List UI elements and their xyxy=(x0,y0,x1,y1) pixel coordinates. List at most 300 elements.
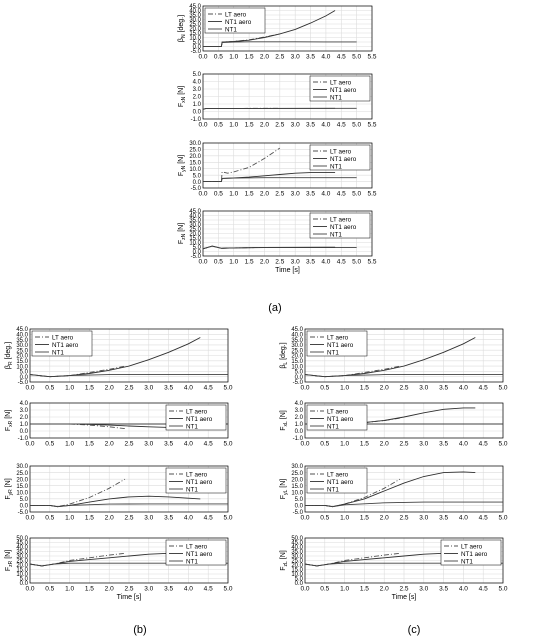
x-tick-label: 4.5 xyxy=(336,258,346,266)
legend-entry: NT1 aero xyxy=(330,86,357,94)
x-tick-label: 3.5 xyxy=(306,121,316,129)
legend xyxy=(166,540,226,565)
y-tick-label: -5.0 xyxy=(17,380,28,387)
y-tick-label: -5.0 xyxy=(292,380,303,387)
x-tick-label: 2.5 xyxy=(399,440,409,448)
legend xyxy=(307,331,367,356)
y-axis-label: $F_{zN}$ [N] xyxy=(178,222,187,245)
chart-c-8 xyxy=(280,327,508,391)
x-tick-label: 1.0 xyxy=(340,514,350,522)
y-tick-label: 15.0 xyxy=(189,31,201,38)
x-tick-label: 5.5 xyxy=(367,121,377,129)
y-tick-label: 10.0 xyxy=(189,240,201,247)
legend-entry: NT1 xyxy=(186,423,198,431)
legend-entry: NT1 xyxy=(327,349,339,357)
y-tick-label: 20.0 xyxy=(189,154,201,161)
x-tick-label: 1.5 xyxy=(359,384,369,392)
x-tick-label: 4.0 xyxy=(183,514,193,522)
y-tick-label: 0.0 xyxy=(19,429,28,436)
y-tick-label: 25.0 xyxy=(291,470,303,477)
y-tick-label: 4.0 xyxy=(19,401,28,408)
x-tick-label: 1.0 xyxy=(340,585,350,593)
legend-entry: NT1 aero xyxy=(52,341,79,349)
legend-entry: LT aero xyxy=(327,334,349,342)
y-tick-label: 0.0 xyxy=(294,503,303,510)
x-tick-label: 1.5 xyxy=(84,585,94,593)
y-tick-label: 0.0 xyxy=(192,249,201,256)
x-tick-label: 1.5 xyxy=(244,258,254,266)
y-tick-label: 0.0 xyxy=(294,581,303,588)
x-tick-label: 4.5 xyxy=(336,53,346,61)
legend-entry: NT1 aero xyxy=(461,550,488,558)
y-tick-label: -1.0 xyxy=(190,117,201,124)
x-tick-label: 4.5 xyxy=(478,585,488,593)
x-tick-label: 4.0 xyxy=(183,585,193,593)
x-tick-label: 3.5 xyxy=(439,384,449,392)
x-tick-label: 3.0 xyxy=(419,384,429,392)
x-tick-label: 1.0 xyxy=(65,585,75,593)
legend-entry: NT1 aero xyxy=(330,223,357,231)
x-tick-label: 1.5 xyxy=(244,190,254,198)
y-tick-label: 10.0 xyxy=(16,364,28,371)
chart-c-9 xyxy=(280,401,508,447)
x-tick-label: 5.0 xyxy=(223,514,233,522)
x-tick-label: 1.0 xyxy=(340,384,350,392)
legend-entry: LT aero xyxy=(186,543,208,551)
y-tick-label: 3.0 xyxy=(192,87,201,94)
y-tick-label: 2.0 xyxy=(19,415,28,422)
x-tick-label: 0.0 xyxy=(300,514,310,522)
x-tick-label: 4.0 xyxy=(458,440,468,448)
x-tick-label: 1.0 xyxy=(65,514,75,522)
legend-entry: NT1 aero xyxy=(327,478,354,486)
x-tick-label: 5.0 xyxy=(223,440,233,448)
x-tick-label: 0.0 xyxy=(300,585,310,593)
legend-entry: NT1 xyxy=(186,558,198,566)
x-tick-label: 3.5 xyxy=(439,440,449,448)
legend-entry: LT aero xyxy=(52,334,74,342)
x-tick-label: 1.5 xyxy=(84,384,94,392)
y-tick-label: 0.0 xyxy=(294,429,303,436)
x-tick-label: 0.0 xyxy=(300,384,310,392)
x-tick-label: 2.0 xyxy=(104,585,114,593)
y-axis-label: $\beta_L$ [deg.] xyxy=(280,342,289,369)
x-tick-label: 1.0 xyxy=(340,440,350,448)
y-tick-label: 35.0 xyxy=(291,337,303,344)
legend-entry: LT aero xyxy=(186,408,208,416)
y-tick-label: 5.0 xyxy=(19,497,28,504)
x-tick-label: 2.0 xyxy=(379,440,389,448)
legend-entry: NT1 aero xyxy=(186,550,213,558)
y-tick-label: 35.0 xyxy=(16,549,28,556)
y-tick-label: 15.0 xyxy=(16,359,28,365)
x-axis-label: Time [s] xyxy=(391,594,417,601)
x-tick-label: 3.5 xyxy=(306,190,316,198)
x-tick-label: 4.5 xyxy=(478,384,488,392)
x-tick-label: 3.5 xyxy=(306,258,316,266)
x-tick-label: 3.0 xyxy=(144,384,154,392)
x-tick-label: 3.5 xyxy=(439,585,449,593)
x-tick-label: 0.5 xyxy=(45,585,55,593)
x-tick-label: 3.5 xyxy=(164,585,174,593)
y-tick-label: 10.0 xyxy=(16,572,28,579)
x-tick-label: 3.0 xyxy=(419,585,429,593)
y-tick-label: 50.0 xyxy=(16,536,28,543)
chart-a-0 xyxy=(178,4,377,60)
y-tick-label: 35.0 xyxy=(291,549,303,556)
y-tick-label: 5.0 xyxy=(19,369,28,376)
y-tick-label: 10.0 xyxy=(291,490,303,497)
x-tick-label: 3.0 xyxy=(144,585,154,593)
x-tick-label: 0.5 xyxy=(213,121,223,129)
x-tick-label: 2.0 xyxy=(104,440,114,448)
y-tick-label: -5.0 xyxy=(190,254,201,261)
x-tick-label: 4.0 xyxy=(183,440,193,448)
x-tick-label: 0.0 xyxy=(198,190,208,198)
y-tick-label: 30.0 xyxy=(16,464,28,471)
y-tick-label: 20.0 xyxy=(189,26,201,33)
x-tick-label: 4.5 xyxy=(203,440,213,448)
y-tick-label: 30.0 xyxy=(16,343,28,350)
y-tick-label: 30.0 xyxy=(189,141,201,148)
x-tick-label: 0.5 xyxy=(320,440,330,448)
y-tick-label: 45.0 xyxy=(16,540,28,547)
legend-entry: NT1 xyxy=(225,26,237,34)
y-tick-label: 20.0 xyxy=(16,563,28,570)
y-tick-label: 20.0 xyxy=(291,353,303,360)
y-tick-label: 10.0 xyxy=(189,166,201,173)
legend-entry: NT1 xyxy=(52,349,64,357)
legend-entry: LT aero xyxy=(327,408,349,416)
x-tick-label: 3.0 xyxy=(290,190,300,198)
panel-label-b: (b) xyxy=(133,624,147,636)
x-tick-label: 0.5 xyxy=(320,585,330,593)
x-tick-label: 4.0 xyxy=(458,514,468,522)
x-tick-label: 2.5 xyxy=(124,384,134,392)
x-tick-label: 0.5 xyxy=(213,258,223,266)
x-tick-label: 2.0 xyxy=(379,585,389,593)
y-tick-label: 5.0 xyxy=(192,72,201,79)
y-axis-label: $\beta_N$ [deg.] xyxy=(178,14,187,43)
x-tick-label: 1.0 xyxy=(65,384,75,392)
x-tick-label: 1.0 xyxy=(65,440,75,448)
x-tick-label: 2.0 xyxy=(379,514,389,522)
y-tick-label: 0.0 xyxy=(294,374,303,381)
y-axis-label: $F_{xL}$ [N] xyxy=(280,410,289,431)
y-tick-label: -5.0 xyxy=(292,510,303,517)
x-tick-label: 2.5 xyxy=(399,384,409,392)
x-tick-label: 1.0 xyxy=(229,53,239,61)
y-axis-label: $F_{xR}$ [N] xyxy=(5,409,14,432)
legend-entry: LT aero xyxy=(330,216,352,224)
x-tick-label: 0.0 xyxy=(198,53,208,61)
x-tick-label: 3.0 xyxy=(290,53,300,61)
y-axis-label: $F_{xN}$ [N] xyxy=(178,85,187,108)
y-tick-label: 15.0 xyxy=(291,483,303,490)
x-tick-label: 0.0 xyxy=(25,384,35,392)
x-tick-label: 0.5 xyxy=(320,384,330,392)
y-tick-label: 4.0 xyxy=(294,401,303,408)
x-tick-label: 0.5 xyxy=(45,514,55,522)
x-tick-label: 4.5 xyxy=(478,514,488,522)
x-tick-label: 0.0 xyxy=(198,258,208,266)
y-tick-label: 15.0 xyxy=(291,359,303,365)
chart-a-2 xyxy=(178,141,377,197)
y-tick-label: 5.0 xyxy=(19,576,28,583)
y-tick-label: -1.0 xyxy=(17,436,28,443)
x-tick-label: 2.5 xyxy=(399,514,409,522)
legend-entry: NT1 aero xyxy=(327,341,354,349)
x-tick-label: 4.5 xyxy=(203,384,213,392)
x-tick-label: 2.5 xyxy=(275,190,285,198)
y-tick-label: 45.0 xyxy=(189,4,201,11)
x-tick-label: 0.5 xyxy=(45,384,55,392)
y-tick-label: 25.0 xyxy=(16,348,28,355)
x-tick-label: 0.0 xyxy=(300,440,310,448)
y-tick-label: 15.0 xyxy=(189,160,201,167)
y-tick-label: 5.0 xyxy=(192,40,201,47)
y-tick-label: 0.0 xyxy=(19,503,28,510)
y-tick-label: 25.0 xyxy=(189,147,201,154)
x-tick-label: 2.0 xyxy=(379,384,389,392)
legend-entry: LT aero xyxy=(327,471,349,479)
y-tick-label: 25.0 xyxy=(291,558,303,565)
y-tick-label: -1.0 xyxy=(292,436,303,443)
y-tick-label: -5.0 xyxy=(17,510,28,517)
legend xyxy=(441,540,501,565)
y-tick-label: 35.0 xyxy=(16,337,28,344)
x-tick-label: 1.0 xyxy=(229,121,239,129)
y-tick-label: 25.0 xyxy=(16,470,28,477)
x-tick-label: 2.0 xyxy=(259,190,269,198)
y-tick-label: 40.0 xyxy=(16,545,28,552)
x-tick-label: 3.5 xyxy=(164,440,174,448)
x-tick-label: 3.5 xyxy=(306,53,316,61)
x-tick-label: 0.5 xyxy=(320,514,330,522)
x-tick-label: 5.5 xyxy=(367,53,377,61)
chart-b-6 xyxy=(5,464,233,521)
x-tick-label: 1.5 xyxy=(84,514,94,522)
x-tick-label: 1.5 xyxy=(359,440,369,448)
legend xyxy=(205,8,265,33)
y-tick-label: 45.0 xyxy=(16,327,28,334)
y-tick-label: 15.0 xyxy=(16,483,28,490)
x-tick-label: 3.0 xyxy=(144,514,154,522)
y-tick-label: 30.0 xyxy=(291,343,303,350)
y-tick-label: 3.0 xyxy=(19,408,28,415)
legend-entry: NT1 aero xyxy=(186,415,213,423)
x-tick-label: 5.0 xyxy=(352,121,362,129)
y-axis-label: $F_{zR}$ [N] xyxy=(5,549,14,572)
x-tick-label: 2.5 xyxy=(124,514,134,522)
x-tick-label: 5.0 xyxy=(223,384,233,392)
legend-entry: NT1 xyxy=(330,231,342,239)
chart-b-5 xyxy=(5,401,233,447)
legend-entry: NT1 xyxy=(461,558,473,566)
x-tick-label: 2.0 xyxy=(259,258,269,266)
y-tick-label: 20.0 xyxy=(291,563,303,570)
y-tick-label: 40.0 xyxy=(291,332,303,339)
y-tick-label: 5.0 xyxy=(294,369,303,376)
y-tick-label: 10.0 xyxy=(189,35,201,42)
x-tick-label: 0.0 xyxy=(198,121,208,129)
legend-entry: NT1 xyxy=(330,163,342,171)
x-tick-label: 2.0 xyxy=(259,121,269,129)
legend xyxy=(166,468,226,493)
y-tick-label: 10.0 xyxy=(16,490,28,497)
y-tick-label: 25.0 xyxy=(291,348,303,355)
legend xyxy=(310,213,370,238)
legend-entry: LT aero xyxy=(461,543,483,551)
x-tick-label: 1.0 xyxy=(229,258,239,266)
x-tick-label: 2.5 xyxy=(124,440,134,448)
legend xyxy=(307,405,367,430)
y-tick-label: 15.0 xyxy=(189,236,201,243)
y-axis-label: $\beta_R$ [deg.] xyxy=(5,341,14,370)
x-tick-label: 1.5 xyxy=(84,440,94,448)
legend-entry: LT aero xyxy=(225,11,247,19)
x-tick-label: 3.0 xyxy=(419,514,429,522)
y-tick-label: -5.0 xyxy=(190,186,201,193)
y-tick-label: 30.0 xyxy=(291,464,303,471)
x-tick-label: 2.5 xyxy=(399,585,409,593)
x-tick-label: 4.5 xyxy=(203,514,213,522)
x-tick-label: 0.0 xyxy=(25,440,35,448)
legend-entry: NT1 aero xyxy=(327,415,354,423)
x-tick-label: 5.0 xyxy=(352,190,362,198)
x-tick-label: 5.0 xyxy=(498,384,508,392)
y-tick-label: 10.0 xyxy=(291,364,303,371)
chart-c-10 xyxy=(280,464,508,521)
x-tick-label: 5.0 xyxy=(498,440,508,448)
x-tick-label: 1.5 xyxy=(359,585,369,593)
x-tick-label: 1.0 xyxy=(229,190,239,198)
y-tick-label: 2.0 xyxy=(192,94,201,101)
x-tick-label: 3.0 xyxy=(144,440,154,448)
legend xyxy=(166,405,226,430)
legend xyxy=(307,468,367,493)
x-tick-label: 1.5 xyxy=(244,53,254,61)
chart-c-11 xyxy=(280,536,508,601)
y-tick-label: 45.0 xyxy=(291,327,303,334)
x-tick-label: 4.5 xyxy=(478,440,488,448)
chart-b-7 xyxy=(5,536,233,601)
y-axis-label: $F_{yL}$ [N] xyxy=(280,478,289,500)
y-axis-label: $F_{yR}$ [N] xyxy=(5,478,14,500)
y-tick-label: 35.0 xyxy=(189,218,201,225)
x-tick-label: 1.5 xyxy=(359,514,369,522)
legend-entry: NT1 xyxy=(327,486,339,494)
x-tick-label: 4.0 xyxy=(321,121,331,129)
y-tick-label: 40.0 xyxy=(189,8,201,15)
legend xyxy=(32,331,92,356)
x-tick-label: 5.0 xyxy=(352,258,362,266)
y-tick-label: 20.0 xyxy=(189,231,201,238)
x-tick-label: 2.5 xyxy=(124,585,134,593)
x-tick-label: 2.0 xyxy=(259,53,269,61)
y-tick-label: 30.0 xyxy=(189,17,201,24)
y-tick-label: -5.0 xyxy=(190,49,201,56)
x-tick-label: 4.5 xyxy=(336,190,346,198)
y-tick-label: 15.0 xyxy=(291,567,303,574)
y-tick-label: 0.0 xyxy=(192,179,201,186)
x-tick-label: 4.5 xyxy=(203,585,213,593)
x-tick-label: 5.5 xyxy=(367,190,377,198)
legend xyxy=(310,145,370,170)
y-axis-label: $F_{yN}$ [N] xyxy=(178,154,187,177)
x-tick-label: 0.5 xyxy=(213,190,223,198)
y-tick-label: 40.0 xyxy=(291,545,303,552)
y-tick-label: 35.0 xyxy=(189,13,201,20)
x-tick-label: 2.0 xyxy=(104,384,114,392)
y-tick-label: 20.0 xyxy=(16,477,28,484)
x-tick-label: 4.0 xyxy=(183,384,193,392)
legend-entry: NT1 aero xyxy=(186,478,213,486)
legend xyxy=(310,76,370,101)
y-tick-label: 40.0 xyxy=(16,332,28,339)
x-tick-label: 0.5 xyxy=(213,53,223,61)
x-tick-label: 0.5 xyxy=(45,440,55,448)
x-axis-label: Time [s] xyxy=(275,267,300,274)
legend-entry: NT1 xyxy=(327,423,339,431)
y-tick-label: 4.0 xyxy=(192,79,201,86)
y-tick-label: 1.0 xyxy=(192,102,201,109)
y-tick-label: 0.0 xyxy=(19,374,28,381)
legend-entry: LT aero xyxy=(330,148,352,156)
x-tick-label: 5.0 xyxy=(223,585,233,593)
y-tick-label: 2.0 xyxy=(294,415,303,422)
x-tick-label: 5.0 xyxy=(352,53,362,61)
chart-b-4 xyxy=(5,327,233,391)
x-axis-label: Time [s] xyxy=(116,594,142,601)
y-tick-label: 25.0 xyxy=(189,22,201,29)
x-tick-label: 3.0 xyxy=(419,440,429,448)
y-tick-label: 0.0 xyxy=(192,109,201,116)
panel-label-c: (c) xyxy=(407,624,421,636)
legend-entry: NT1 xyxy=(330,94,342,102)
x-tick-label: 2.5 xyxy=(275,258,285,266)
y-tick-label: 20.0 xyxy=(16,353,28,360)
y-axis-label: $F_{zL}$ [N] xyxy=(280,550,289,571)
x-tick-label: 3.5 xyxy=(164,514,174,522)
x-tick-label: 0.0 xyxy=(25,585,35,593)
y-tick-label: 1.0 xyxy=(294,422,303,429)
y-tick-label: 5.0 xyxy=(192,173,201,180)
y-tick-label: 10.0 xyxy=(291,572,303,579)
y-tick-label: 15.0 xyxy=(16,567,28,574)
y-tick-label: 30.0 xyxy=(189,222,201,229)
y-tick-label: 25.0 xyxy=(16,558,28,565)
y-tick-label: 5.0 xyxy=(294,497,303,504)
y-tick-label: 5.0 xyxy=(294,576,303,583)
x-tick-label: 5.0 xyxy=(498,585,508,593)
x-tick-label: 5.5 xyxy=(367,258,377,266)
x-tick-label: 1.5 xyxy=(244,121,254,129)
y-tick-label: 1.0 xyxy=(19,422,28,429)
legend-entry: NT1 aero xyxy=(225,18,252,26)
x-tick-label: 4.0 xyxy=(321,258,331,266)
x-tick-label: 0.0 xyxy=(25,514,35,522)
x-tick-label: 2.0 xyxy=(104,514,114,522)
legend-entry: NT1 xyxy=(186,486,198,494)
chart-a-1 xyxy=(178,72,377,128)
x-tick-label: 4.0 xyxy=(458,384,468,392)
x-tick-label: 4.0 xyxy=(321,190,331,198)
x-tick-label: 3.0 xyxy=(290,121,300,129)
y-tick-label: 5.0 xyxy=(192,245,201,252)
y-tick-label: 45.0 xyxy=(189,209,201,216)
x-tick-label: 3.5 xyxy=(439,514,449,522)
